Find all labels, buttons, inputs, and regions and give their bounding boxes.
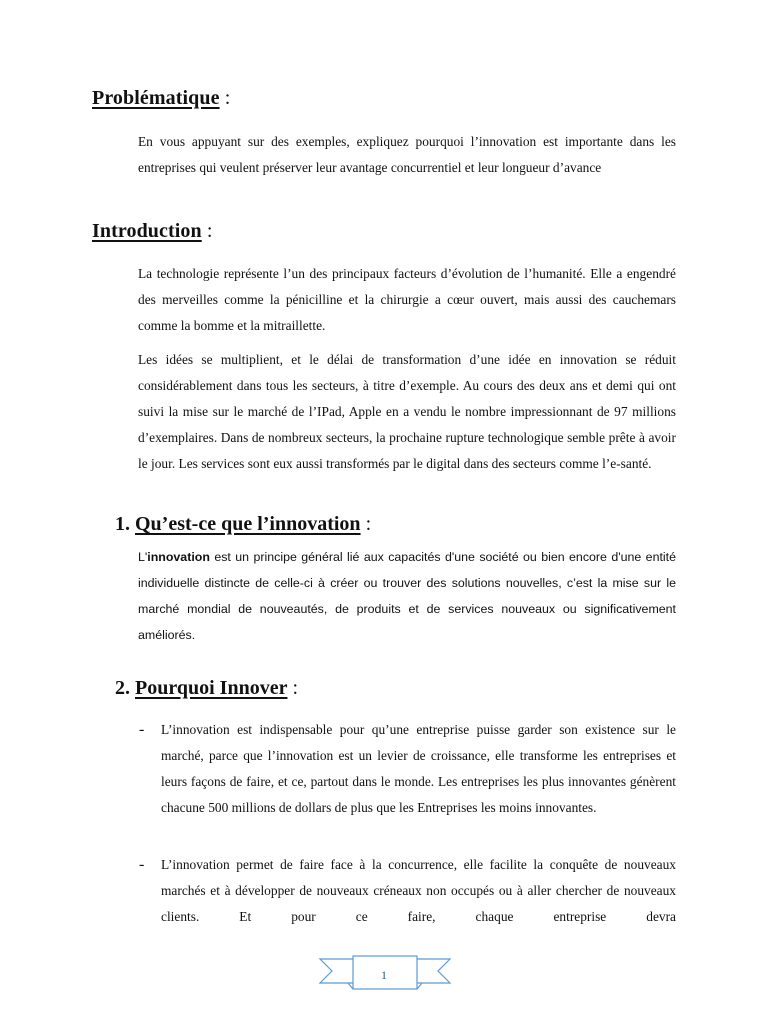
- bullet-marker: -: [139, 856, 145, 873]
- bullet-marker: -: [139, 721, 145, 738]
- section-1-definition: L'innovation est un principe général lié aux capacités d'une société ou bien encore d'une entité individuelle distincte de celle-ci à créer ou trouver des solutions nouvelles, c’est la mise sur le marché mondial de nouveautés, de produits et de services nouveaux ou significativement améliorés.: [138, 550, 676, 642]
- section-2-heading: 2. Pourquoi Innover :: [115, 677, 299, 699]
- introduction-paragraph-1: La technologie représente l’un des principaux facteurs d’évolution de l’humanité. Elle a engendré des merveilles comme la pénicilline et la chirurgie a cœur ouvert, mais aussi des cauchemars comme la bomme et la mitraillette.: [138, 266, 676, 333]
- section-2-bullet-1: L’innovation est indispensable pour qu’une entreprise puisse garder son existence sur le marché, parce que l’innovation est un levier de croissance, elle transforme les entreprises et leurs façons de faire, et ce, partout dans le monde. Les entreprises les plus innovantes génèrent chacune 500 millions de dollars de plus que les Entreprises les moins innovantes.: [161, 722, 676, 815]
- problematique-heading: Problématique :: [92, 87, 231, 109]
- problematique-text: En vous appuyant sur des exemples, expliquez pourquoi l’innovation est importante dans les entreprises qui veulent préserver leur avantage concurrentiel et leur longueur d’avance: [138, 134, 676, 175]
- page-number: 1: [381, 968, 387, 982]
- section-1-heading: 1. Qu’est-ce que l’innovation :: [115, 513, 372, 535]
- introduction-paragraph-2: Les idées se multiplient, et le délai de transformation d’une idée en innovation se réduit considérablement dans tous les secteurs, à titre d’exemple. Au cours des deux ans et demi qui ont suivi la mise sur le marché de l’IPad, Apple en a vendu le nombre impressionnant de 97 millions d’exemplaires. Dans de nombreux secteurs, la prochaine rupture technologique semble prête à avoir le jour. Les services sont eux aussi transformés par le digital dans des secteurs comme l’e-santé.: [138, 352, 676, 471]
- section-2-bullet-2: L’innovation permet de faire face à la concurrence, elle facilite la conquête de nouveaux marchés et à développer de nouveaux créneaux non occupés ou à aller chercher de nouveaux clients. Et pour ce faire, chaque entreprise devra: [161, 857, 676, 924]
- introduction-heading: Introduction :: [92, 220, 213, 242]
